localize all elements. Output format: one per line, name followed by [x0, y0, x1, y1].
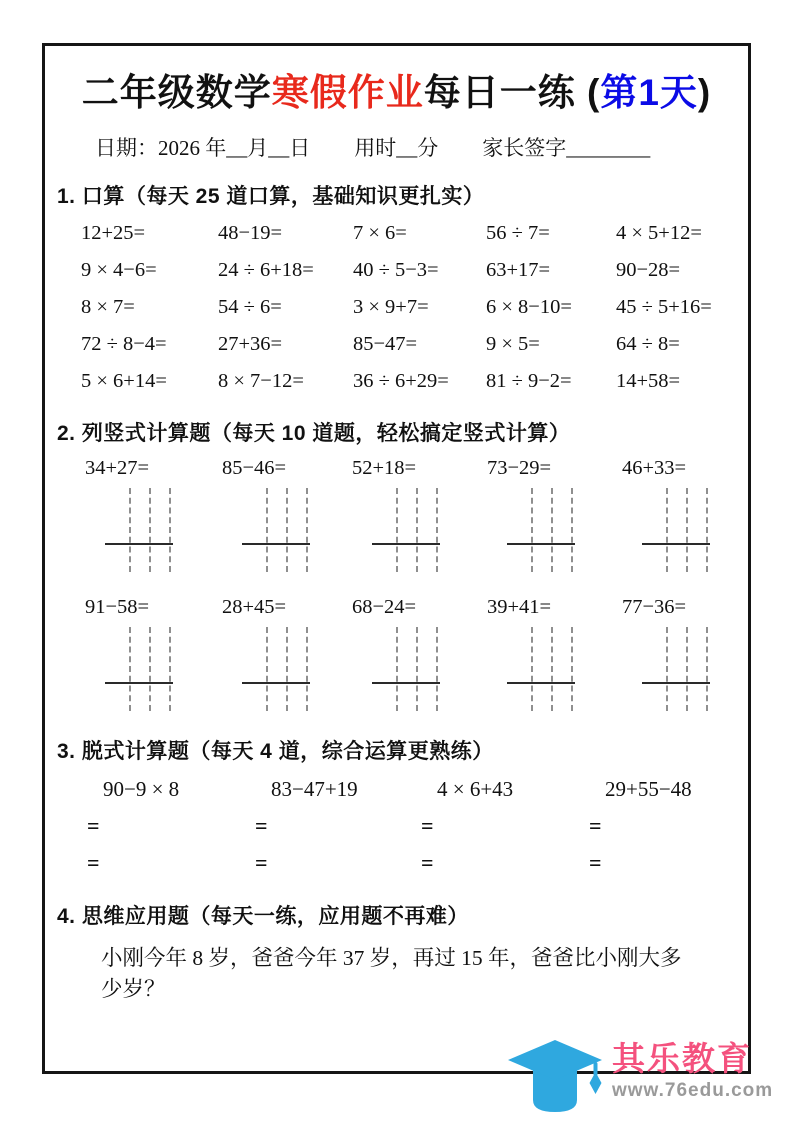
math-problem: 7 × 6=: [353, 222, 407, 244]
math-problem: 9 × 5=: [486, 333, 540, 355]
math-problem: 56 ÷ 7=: [486, 222, 550, 244]
math-problem: 12+25=: [81, 222, 146, 244]
equals-sign: =: [589, 813, 602, 838]
math-problem: 29+55−48: [605, 777, 692, 801]
equals-sign: =: [255, 813, 268, 838]
date-blank: 日期：2026 年__月__日: [95, 136, 311, 160]
math-problem: 77−36=: [622, 596, 687, 618]
vertical-calc-grid: [372, 627, 440, 711]
math-problem: 90−9 × 8: [103, 777, 180, 801]
math-problem: 54 ÷ 6=: [218, 296, 282, 318]
math-problem: 4 × 5+12=: [616, 222, 702, 244]
vertical-calc-grid: [507, 488, 575, 572]
stepwise-problem: [421, 777, 589, 876]
vertical-problem: [85, 596, 222, 711]
math-problem: 85−46=: [222, 457, 287, 479]
vertical-calc-grid: [242, 627, 310, 711]
vertical-problem: [352, 596, 487, 711]
stepwise-problem: [255, 777, 421, 876]
vertical-problem: [222, 457, 352, 572]
brand-logo: [506, 1040, 773, 1114]
math-problem: 90−28=: [616, 259, 681, 281]
math-problem: 8 × 7=: [81, 296, 135, 318]
section-stepwise-heading: 3. 脱式计算题（每天 4 道，综合运算更熟练）: [57, 740, 494, 763]
vertical-problem: [487, 457, 622, 572]
brand-text-block: [612, 1040, 773, 1102]
stepwise-problem-row: [87, 777, 736, 876]
word-problem-text: 小刚今年 8 岁，爸爸今年 37 岁，再过 15 年，爸爸比小刚大多少岁？: [101, 946, 682, 1002]
stepwise-problem: [87, 777, 255, 876]
math-problem: 83−47+19: [271, 777, 358, 801]
title-holiday: 寒假作业: [271, 72, 424, 113]
equals-sign: =: [87, 850, 100, 875]
title-day-number: 第1天: [600, 72, 698, 113]
equals-sign: =: [255, 850, 268, 875]
vertical-calc-grid: [105, 488, 173, 572]
equals-sign: =: [87, 813, 100, 838]
math-problem: 46+33=: [622, 457, 687, 479]
math-problem: 14+58=: [616, 370, 681, 392]
section-word-heading: 4. 思维应用题（每天一练，应用题不再难）: [57, 905, 469, 928]
math-problem: 9 × 4−6=: [81, 259, 157, 281]
brand-website: www.76edu.com: [612, 1079, 774, 1101]
math-problem: 8 × 7−12=: [218, 370, 304, 392]
vertical-problem-row: [85, 596, 736, 711]
worksheet-page: [45, 46, 748, 1071]
math-problem: 68−24=: [352, 596, 417, 618]
time-blank: 用时__分: [354, 136, 439, 160]
math-problem: 39+41=: [487, 596, 552, 618]
math-problem: 81 ÷ 9−2=: [486, 370, 572, 392]
title-paren-close: ): [697, 72, 712, 113]
math-problem: 91−58=: [85, 596, 150, 618]
math-problem: 4 × 6+43: [437, 777, 514, 801]
equals-sign: =: [421, 850, 434, 875]
title-daily: 每日一练: [423, 72, 576, 113]
math-problem: 27+36=: [218, 333, 283, 355]
vertical-calc-grid: [507, 627, 575, 711]
header-fill-line: [95, 132, 736, 162]
equals-sign: =: [421, 813, 434, 838]
parent-signature-blank: 家长签字________: [482, 136, 651, 160]
math-problem: 64 ÷ 8=: [616, 333, 680, 355]
equals-sign: =: [589, 850, 602, 875]
vertical-calc-grid: [242, 488, 310, 572]
math-problem: 52+18=: [352, 457, 417, 479]
vertical-calc-grid: [105, 627, 173, 711]
math-problem: 24 ÷ 6+18=: [218, 259, 314, 281]
stepwise-problem: [589, 777, 736, 876]
math-problem: 5 × 6+14=: [81, 370, 167, 392]
math-problem: 36 ÷ 6+29=: [353, 370, 449, 392]
graduation-cap-icon: [506, 1040, 604, 1114]
math-problem: 73−29=: [487, 457, 552, 479]
section-oral-heading: 1. 口算（每天 25 道口算，基础知识更扎实）: [57, 185, 485, 208]
math-problem: 45 ÷ 5+16=: [616, 296, 712, 318]
vertical-problem: [222, 596, 352, 711]
math-problem: 72 ÷ 8−4=: [81, 333, 167, 355]
vertical-calc-grid: [642, 627, 710, 711]
vertical-problem-row: [85, 457, 736, 572]
title-paren-open: (: [575, 72, 601, 113]
math-problem: 34+27=: [85, 457, 150, 479]
math-problem: 63+17=: [486, 259, 551, 281]
math-problem: 85−47=: [353, 333, 418, 355]
section-vertical-heading: 2. 列竖式计算题（每天 10 道题，轻松搞定竖式计算）: [57, 422, 571, 445]
math-problem: 6 × 8−10=: [486, 296, 572, 318]
vertical-problem: [352, 457, 487, 572]
brand-name: 其乐教育: [612, 1040, 752, 1077]
vertical-calc-grid: [372, 488, 440, 572]
math-problem: 40 ÷ 5−3=: [353, 259, 439, 281]
vertical-problem: [85, 457, 222, 572]
math-problem: 48−19=: [218, 222, 283, 244]
math-problem: 3 × 9+7=: [353, 296, 429, 318]
vertical-problem: [622, 457, 736, 572]
vertical-calc-grid: [642, 488, 710, 572]
oral-problem-grid: [81, 222, 736, 393]
math-problem: 28+45=: [222, 596, 287, 618]
vertical-problem: [487, 596, 622, 711]
page-title: [57, 62, 736, 116]
title-grade: 二年级数学: [81, 72, 272, 113]
vertical-problem: [622, 596, 736, 711]
